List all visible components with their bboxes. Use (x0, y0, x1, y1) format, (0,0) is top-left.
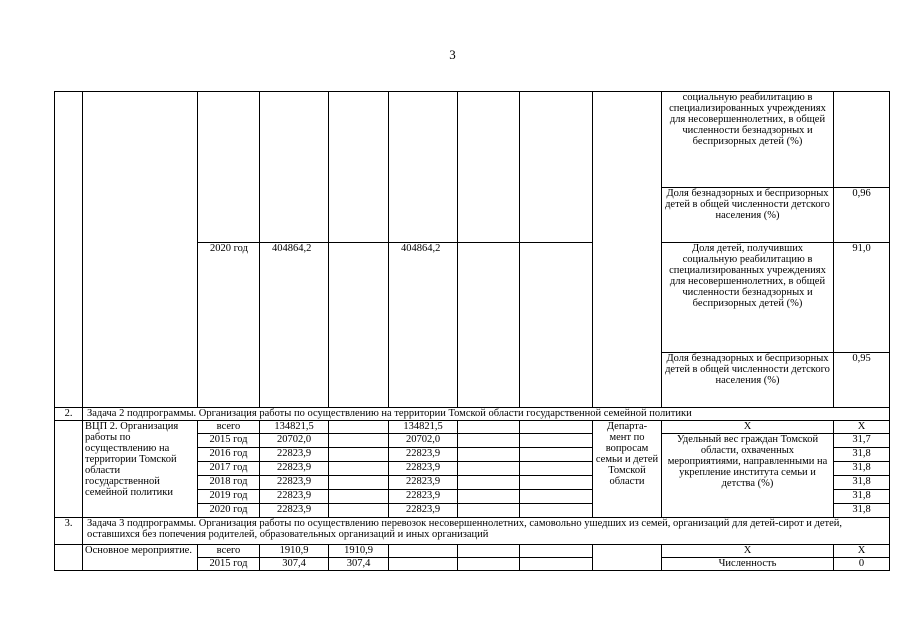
indicator-text: Численность (662, 558, 834, 571)
offbudget-cell (520, 476, 593, 490)
federal-cell (329, 434, 389, 448)
num-cell (55, 545, 83, 571)
offbudget-cell (520, 92, 593, 243)
year-cell: 2016 год (198, 448, 260, 462)
page-number: 3 (449, 47, 456, 62)
local-cell (458, 490, 520, 504)
regional-cell: 404864,2 (389, 243, 458, 408)
offbudget-cell (520, 462, 593, 476)
regional-cell: 22823,9 (389, 462, 458, 476)
total-cell: 22823,9 (260, 448, 329, 462)
indicator-value: 0,96 (834, 188, 890, 243)
federal-cell (329, 476, 389, 490)
total-cell: 1910,9 (260, 545, 329, 558)
federal-cell (329, 490, 389, 504)
total-cell: 307,4 (260, 558, 329, 571)
local-cell (458, 243, 520, 408)
indicator-text: Доля безнадзорных и беспризорных детей в общей численности детского населения (%) (662, 188, 834, 243)
federal-cell (329, 243, 389, 408)
offbudget-cell (520, 434, 593, 448)
program-table (54, 91, 890, 571)
indicator-value: 31,8 (834, 476, 890, 490)
indicator-value: 31,8 (834, 490, 890, 504)
regional-cell: 22823,9 (389, 448, 458, 462)
total-cell: 20702,0 (260, 434, 329, 448)
regional-cell: 134821,5 (389, 421, 458, 434)
federal-cell (329, 421, 389, 434)
indicator-value: 31,8 (834, 462, 890, 476)
indicator-value: 91,0 (834, 243, 890, 353)
offbudget-cell (520, 421, 593, 434)
year-cell: 2015 год (198, 434, 260, 448)
regional-cell: 22823,9 (389, 490, 458, 504)
federal-cell (329, 504, 389, 518)
offbudget-cell (520, 490, 593, 504)
regional-cell (389, 558, 458, 571)
local-cell (458, 504, 520, 518)
indicator-text: Х (662, 421, 834, 434)
year-cell: 2018 год (198, 476, 260, 490)
year-cell: 2019 год (198, 490, 260, 504)
year-cell: 2017 год (198, 462, 260, 476)
regional-cell (389, 545, 458, 558)
year-cell: 2015 год (198, 558, 260, 571)
offbudget-cell (520, 448, 593, 462)
indicator-text: Доля безнадзорных и беспризорных детей в общей численности детского населения (%) (662, 353, 834, 408)
year-cell: всего (198, 421, 260, 434)
task-number: 3. (55, 518, 83, 545)
total-cell: 404864,2 (260, 243, 329, 408)
year-cell: 2020 год (198, 504, 260, 518)
indicator-text: социальную реабилитацию в специализированных учреждениях для несовершеннолетних, в общей численности безнадзорных и беспризорных детей (%) (662, 92, 834, 188)
local-cell (458, 462, 520, 476)
indicator-value: Х (834, 421, 890, 434)
indicator-value: Х (834, 545, 890, 558)
program-cell (83, 92, 198, 408)
indicator-value: 31,8 (834, 504, 890, 518)
total-cell: 22823,9 (260, 462, 329, 476)
local-cell (458, 545, 520, 558)
year-cell: 2020 год (198, 243, 260, 408)
federal-cell (329, 92, 389, 243)
indicator-text: Доля детей, получивших социальную реабилитацию в специализированных учреждениях для несовершеннолетних, в общей численности безнадзорных и беспризорных детей (%) (662, 243, 834, 353)
offbudget-cell (520, 243, 593, 408)
executor-cell (593, 545, 662, 571)
executor-cell (593, 92, 662, 408)
regional-cell: 22823,9 (389, 504, 458, 518)
program-cell: Основное мероприятие. (83, 545, 198, 571)
indicator-value (834, 92, 890, 188)
local-cell (458, 434, 520, 448)
regional-cell: 22823,9 (389, 476, 458, 490)
total-cell: 22823,9 (260, 490, 329, 504)
federal-cell (329, 448, 389, 462)
executor-cell: Департа- мент по вопросам семьи и детей Томской области (593, 421, 662, 518)
local-cell (458, 421, 520, 434)
task-number: 2. (55, 408, 83, 421)
task-title: Задача 3 подпрограммы. Организация работы по осуществлению перевозок несовершеннолетних, самовольно ушедших из семей, организаций для детей-сирот и детей, оставшихся без попечения родителей, образовательных организаций и иных организаций (83, 518, 890, 545)
num-cell (55, 421, 83, 518)
offbudget-cell (520, 545, 593, 558)
indicator-value: 0,95 (834, 353, 890, 408)
total-cell: 134821,5 (260, 421, 329, 434)
indicator-value: 31,7 (834, 434, 890, 448)
local-cell (458, 476, 520, 490)
offbudget-cell (520, 558, 593, 571)
indicator-text: Х (662, 545, 834, 558)
program-cell: ВЦП 2. Организация работы по осуществлению на территории Томской области государственной семейной политики (83, 421, 198, 518)
year-cell: всего (198, 545, 260, 558)
federal-cell (329, 462, 389, 476)
regional-cell (389, 92, 458, 243)
total-cell (260, 92, 329, 243)
task-title: Задача 2 подпрограммы. Организация работы по осуществлению на территории Томской области государственной семейной политики (83, 408, 890, 421)
federal-cell: 1910,9 (329, 545, 389, 558)
indicator-value: 31,8 (834, 448, 890, 462)
total-cell: 22823,9 (260, 476, 329, 490)
local-cell (458, 92, 520, 243)
indicator-text: Удельный вес граждан Томской области, охваченных мероприятиями, направленными на укрепление института семьи и детства (%) (662, 434, 834, 518)
federal-cell: 307,4 (329, 558, 389, 571)
local-cell (458, 448, 520, 462)
offbudget-cell (520, 504, 593, 518)
indicator-value: 0 (834, 558, 890, 571)
year-cell (198, 92, 260, 243)
num-cell (55, 92, 83, 408)
total-cell: 22823,9 (260, 504, 329, 518)
regional-cell: 20702,0 (389, 434, 458, 448)
local-cell (458, 558, 520, 571)
